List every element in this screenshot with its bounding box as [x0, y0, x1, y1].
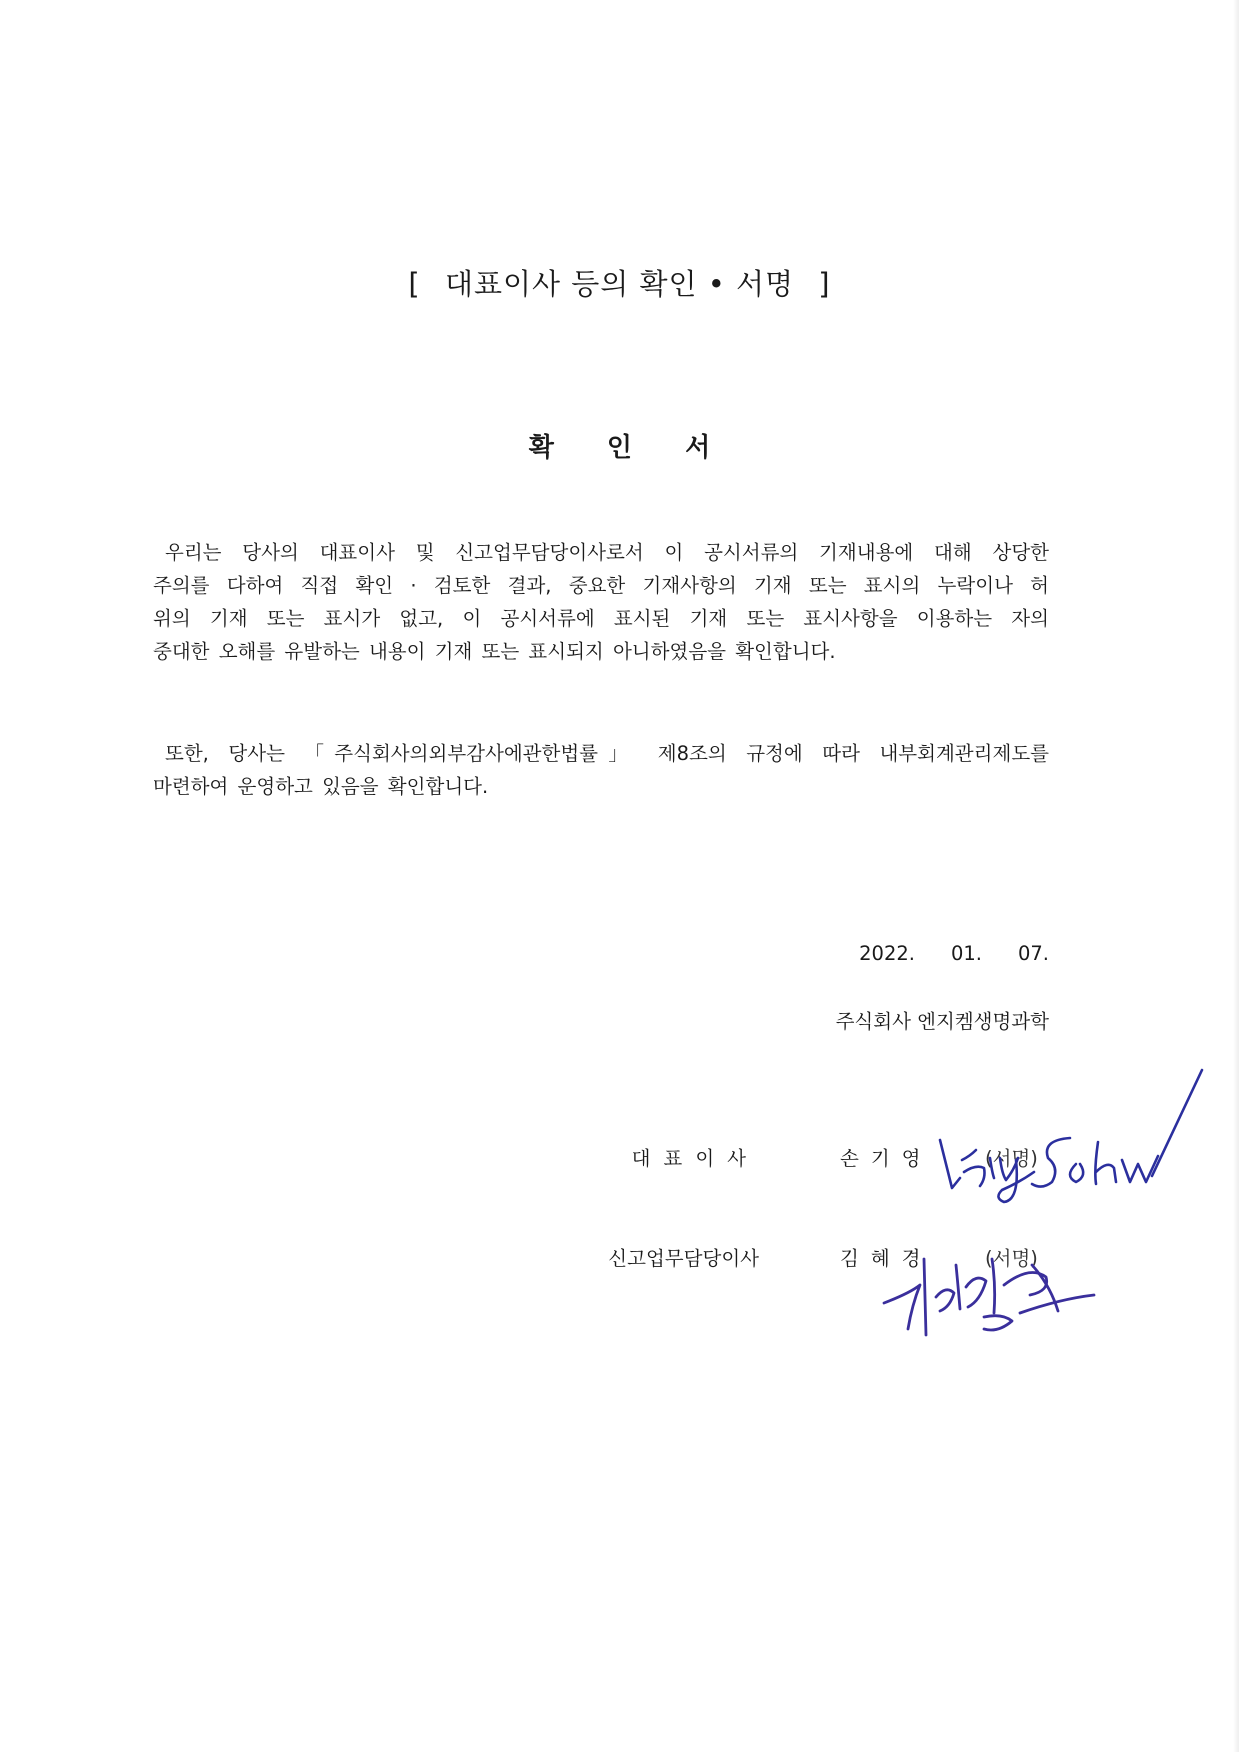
- document-date: [859, 942, 1049, 965]
- paragraph-line: 중대한 오해를 유발하는 내용이 기재 또는 표시되지 아니하였음을 확인합니다.: [153, 640, 836, 663]
- signatory-role: 대표이사: [631, 1147, 759, 1170]
- signatory-role: 신고업무담당이사: [608, 1247, 759, 1270]
- signature-officer-handwritten: [880, 1225, 1100, 1340]
- date-month: 01.: [950, 942, 982, 965]
- paragraph-line: 마련하여 운영하고 있음을 확인합니다.: [153, 775, 489, 798]
- heading-text: 대표이사 등의 확인 • 서명: [444, 267, 795, 301]
- paragraph-line: 주의를 다하여 직접 확인 · 검토한 결과, 중요한 기재사항의 기재 또는 표시의 누락이나 허: [153, 574, 1049, 597]
- heading-bracket-close: ]: [818, 267, 831, 301]
- signature-strokes: [940, 1070, 1202, 1202]
- date-day: 07.: [1017, 942, 1049, 965]
- document-title: 확 인 서: [528, 433, 733, 463]
- signatory-name: 손기영: [840, 1147, 933, 1170]
- signature-ceo-handwritten: [930, 1060, 1210, 1210]
- signatory-name: 김혜경: [840, 1247, 933, 1270]
- paragraph-line: 또한, 당사는 「주식회사의외부감사에관한법률」 제8조의 규정에 따라 내부회계관리제도를: [165, 742, 1049, 765]
- heading: [0, 262, 1239, 303]
- signature-mark: (서명): [985, 1247, 1038, 1270]
- paragraph-confirmation: [153, 536, 1049, 668]
- signature-strokes: [884, 1259, 1094, 1335]
- paragraph-line: 우리는 당사의 대표이사 및 신고업무담당이사로서 이 공시서류의 기재내용에 대해 상당한: [165, 541, 1049, 564]
- signature-mark: (서명): [985, 1147, 1038, 1170]
- paragraph-line: 위의 기재 또는 표시가 없고, 이 공시서류에 표시된 기재 또는 표시사항을 이용하는 자의: [153, 607, 1049, 630]
- company-name: 주식회사 엔지켐생명과학: [835, 1010, 1049, 1033]
- heading-bracket-open: [: [408, 267, 421, 301]
- date-year: 2022.: [859, 942, 915, 965]
- paragraph-internal-control: [153, 737, 1049, 803]
